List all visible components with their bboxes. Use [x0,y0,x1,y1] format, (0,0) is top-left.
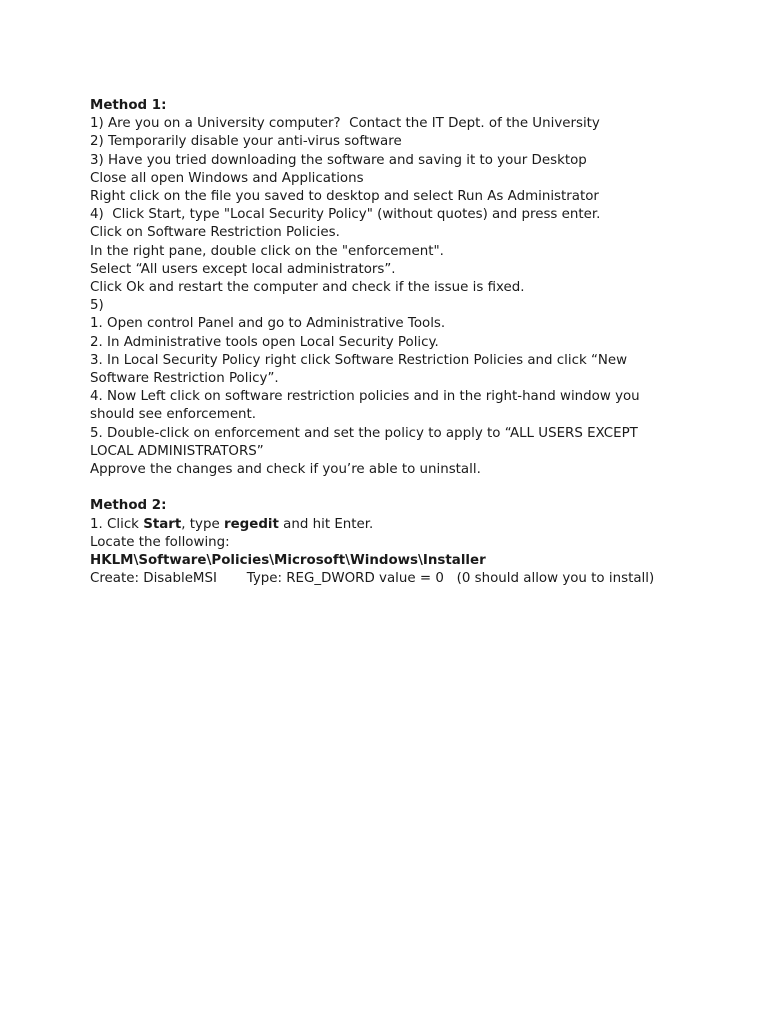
method1-line: In the right pane, double click on the "enforcement". [90,243,444,259]
method1-line: 2) Temporarily disable your anti-virus software [90,134,402,150]
method1-line: 1) Are you on a University computer? Contact the IT Dept. of the University [90,116,600,132]
method2-create-line: Create: DisableMSI Type: REG_DWORD value = 0 (0 should allow you to install) [90,571,655,587]
document-body [90,97,750,588]
method1-line: Select “All users except local administrators”. [90,261,396,277]
method1-steps [90,115,750,479]
method1-line: LOCAL ADMINISTRATORS” [90,443,264,459]
method1-line: 2. In Administrative tools open Local Security Policy. [90,334,439,350]
method2-heading: Method 2: [90,498,167,514]
method1-line: 4. Now Left click on software restriction policies and in the right-hand window you [90,389,640,405]
step1-start-keyword: Start [143,516,182,532]
method1-line: should see enforcement. [90,407,257,423]
step1-regedit-keyword: regedit [223,516,279,532]
step1-middle: , type [181,516,224,532]
method1-line: Close all open Windows and Applications [90,170,364,186]
method1-heading: Method 1: [90,98,167,113]
method1-line: 5) [90,298,104,314]
method1-line: Approve the changes and check if you’re able to uninstall. [90,462,481,478]
section-gap [90,479,750,497]
method1-line: 4) Click Start, type "Local Security Policy" (without quotes) and press enter. [90,207,601,223]
registry-path: HKLM\Software\Policies\Microsoft\Windows\Installer [90,553,486,569]
step1-suffix: and hit Enter. [278,516,374,532]
method1-line: Right click on the file you saved to desktop and select Run As Administrator [90,189,599,205]
method1-line: Click on Software Restriction Policies. [90,225,340,241]
step1-prefix: 1. Click [90,516,144,532]
method2-locate: Locate the following: [90,534,230,550]
method1-line: Click Ok and restart the computer and check if the issue is fixed. [90,280,525,296]
method1-line: 3) Have you tried downloading the software and saving it to your Desktop [90,152,587,168]
method1-line: 5. Double-click on enforcement and set the policy to apply to “ALL USERS EXCEPT [90,425,638,441]
method2-step1 [90,516,750,534]
method1-line: 3. In Local Security Policy right click Software Restriction Policies and click “New [90,352,628,368]
method1-line: 1. Open control Panel and go to Administrative Tools. [90,316,446,332]
method1-line: Software Restriction Policy”. [90,371,279,387]
